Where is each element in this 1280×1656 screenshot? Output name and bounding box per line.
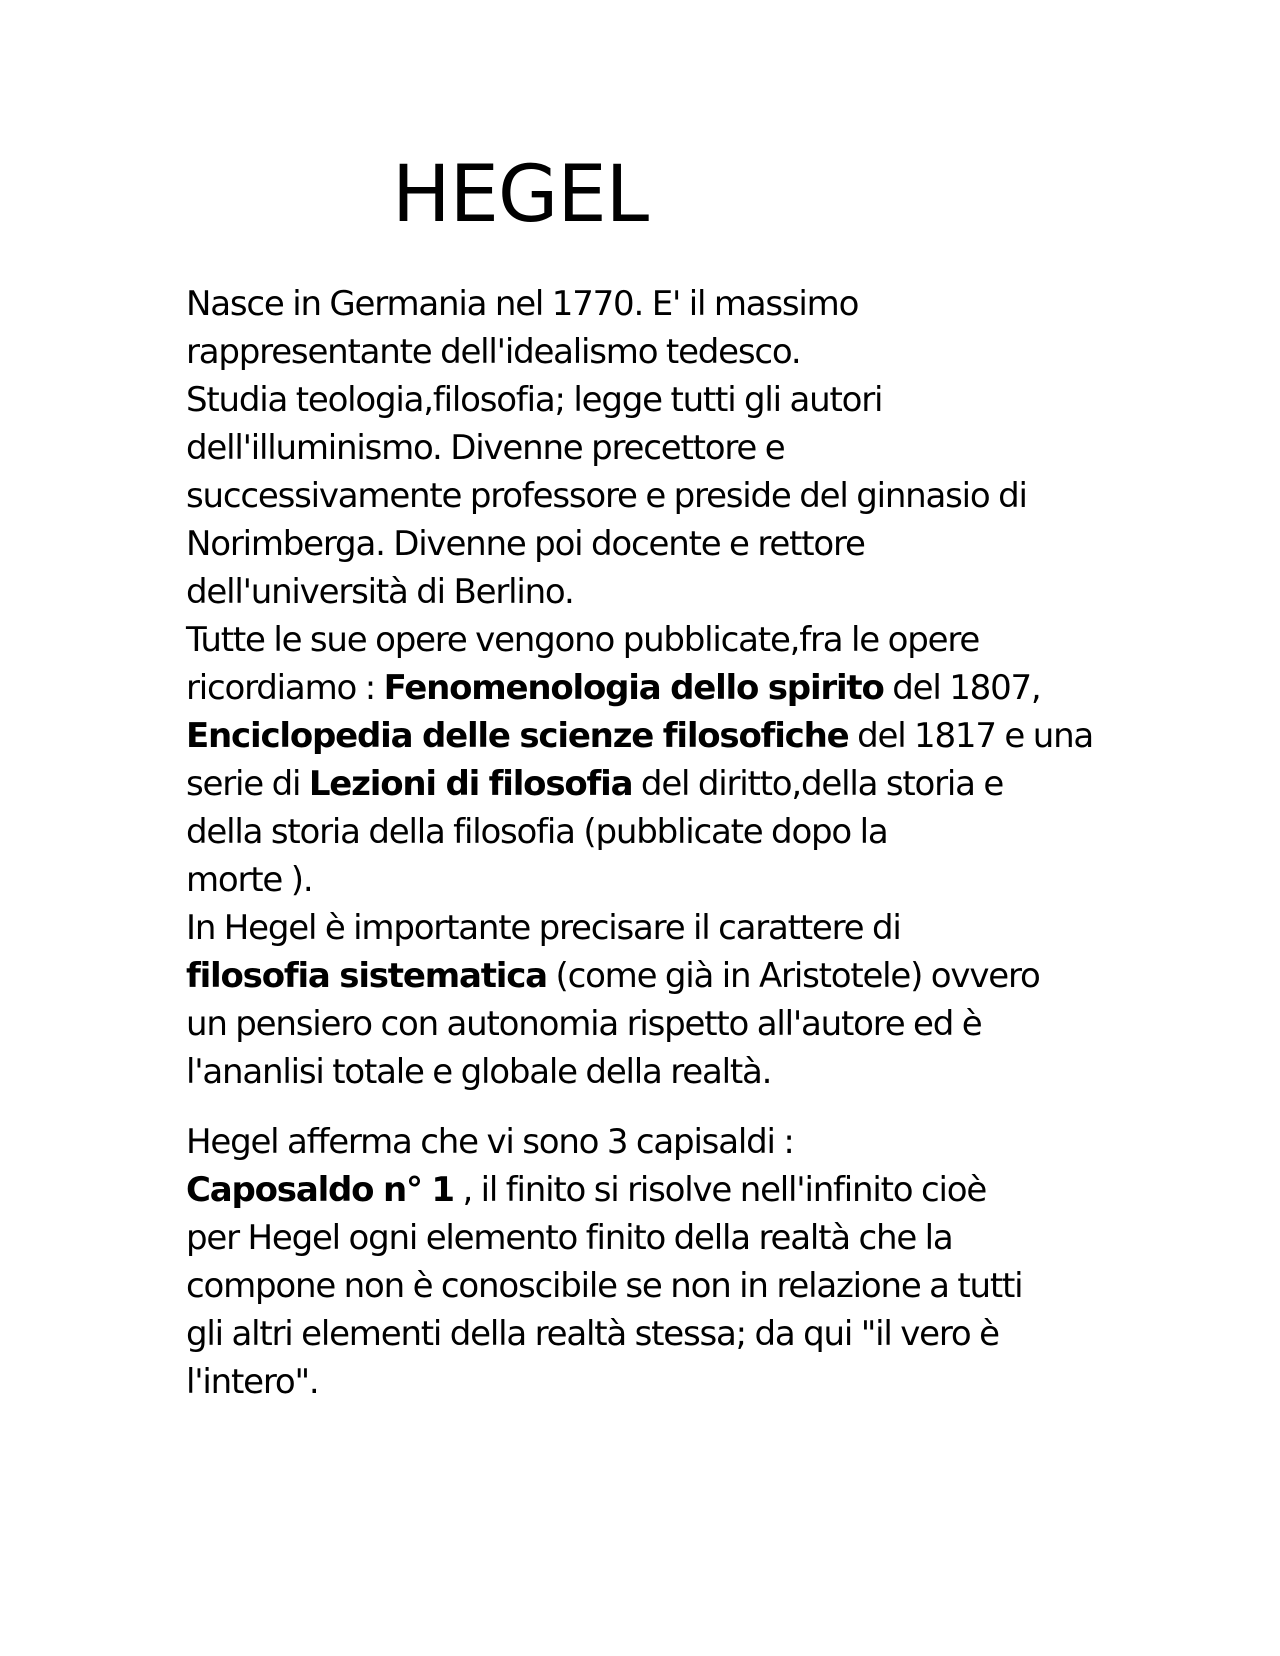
- text-segment: , il finito si risolve nell'infinito cioè: [453, 1170, 987, 1210]
- text-line: per Hegel ogni elemento finito della realtà che la: [186, 1218, 953, 1258]
- text-line: gli altri elementi della realtà stessa; da qui "il vero è: [186, 1314, 999, 1354]
- capisaldi-paragraph: [186, 1118, 1106, 1406]
- text-segment: del 1817 e una: [848, 716, 1094, 756]
- work-title-lezioni: Lezioni di filosofia: [308, 764, 633, 804]
- text-line: l'intero".: [186, 1362, 319, 1402]
- text-segment: del diritto,della storia e: [632, 764, 1004, 804]
- text-line: [186, 1166, 1106, 1214]
- text-line: dell'illuminismo. Divenne precettore e: [186, 428, 785, 468]
- text-segment: serie di: [186, 764, 309, 804]
- document-title: HEGEL: [392, 150, 649, 240]
- text-segment: del 1807,: [883, 668, 1041, 708]
- text-line: [186, 712, 1106, 760]
- text-line: Hegel afferma che vi sono 3 capisaldi :: [186, 1122, 794, 1162]
- biography-paragraph: [186, 280, 1106, 1096]
- text-line: morte ).: [186, 860, 313, 900]
- text-line: [186, 760, 1106, 808]
- key-term-filosofia-sistematica: filosofia sistematica: [186, 956, 547, 996]
- text-segment: ricordiamo :: [186, 668, 384, 708]
- text-line: dell'università di Berlino.: [186, 572, 574, 612]
- text-line: Studia teologia,filosofia; legge tutti gli autori: [186, 380, 883, 420]
- text-line: In Hegel è importante precisare il carattere di: [186, 908, 901, 948]
- text-line: della storia della filosofia (pubblicate dopo la: [186, 812, 888, 852]
- text-line: successivamente professore e preside del ginnasio di: [186, 476, 1027, 516]
- text-line: rappresentante dell'idealismo tedesco.: [186, 332, 801, 372]
- text-line: Nasce in Germania nel 1770. E' il massimo: [186, 284, 859, 324]
- text-line: compone non è conoscibile se non in relazione a tutti: [186, 1266, 1023, 1306]
- work-title-enciclopedia: Enciclopedia delle scienze filosofiche: [186, 716, 849, 756]
- caposaldo-label: Caposaldo n° 1: [186, 1170, 454, 1210]
- work-title-fenomenologia: Fenomenologia dello spirito: [383, 668, 884, 708]
- text-line: Tutte le sue opere vengono pubblicate,fra le opere: [186, 620, 980, 660]
- text-segment: (come già in Aristotele) ovvero: [546, 956, 1040, 996]
- text-line: un pensiero con autonomia rispetto all'autore ed è: [186, 1004, 982, 1044]
- text-line: [186, 664, 1106, 712]
- text-line: Norimberga. Divenne poi docente e rettore: [186, 524, 865, 564]
- text-line: [186, 952, 1106, 1000]
- text-line: l'ananlisi totale e globale della realtà.: [186, 1052, 772, 1092]
